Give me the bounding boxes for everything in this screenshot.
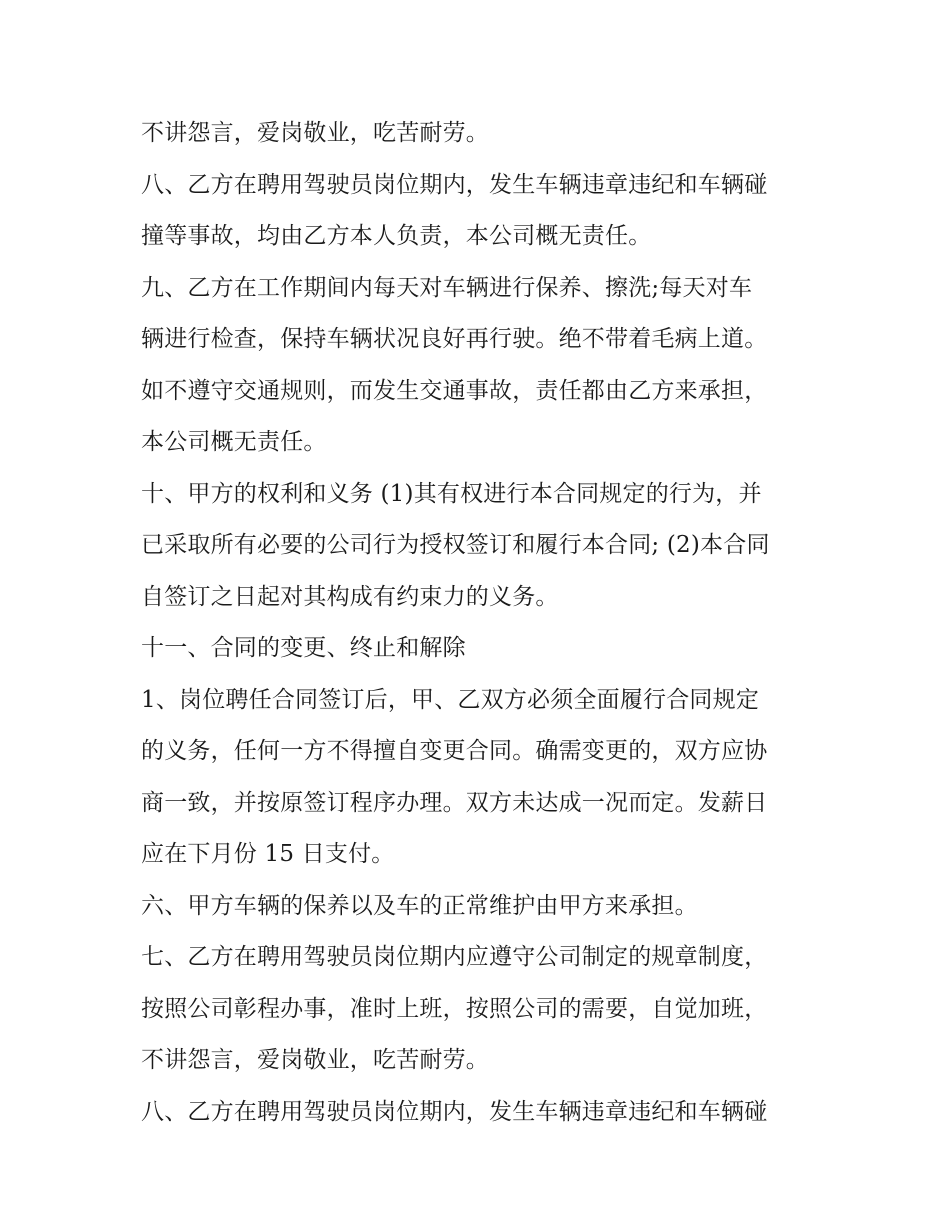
text-line: 如不遵守交通规则，而发生交通事故，责任都由乙方来承担，	[141, 377, 768, 404]
text-line: 十、甲方的权利和义务 (1)其有权进行本合同规定的行为，并	[141, 480, 762, 507]
text-line: 按照公司彰程办事，准时上班，按照公司的需要，自觉加班，	[141, 995, 768, 1022]
text-line: 撞等事故，均由乙方本人负责，本公司概无责任。	[141, 223, 652, 249]
text-line: 已采取所有必要的公司行为授权签订和履行本合同; (2)本合同	[141, 532, 770, 558]
text-line: 七、乙方在聘用驾驶员岗位期内应遵守公司制定的规章制度，	[141, 944, 768, 970]
text-line: 的义务，任何一方不得擅自变更合同。确需变更的，双方应协	[141, 738, 768, 764]
text-line: 自签订之日起对其构成有约束力的义务。	[141, 583, 559, 610]
text-line: 八、乙方在聘用驾驶员岗位期内，发生车辆违章违纪和车辆碰	[141, 171, 768, 198]
text-line: 1、岗位聘任合同签订后，甲、乙双方必须全面履行合同规定	[141, 686, 760, 713]
section-heading: 十一、合同的变更、终止和解除	[141, 635, 466, 661]
text-line: 不讲怨言，爱岗敬业，吃苦耐劳。	[141, 120, 489, 146]
text-line: 辆进行检查，保持车辆状况良好再行驶。绝不带着毛病上道。	[141, 326, 768, 352]
text-line: 应在下月份 15 日支付。	[141, 841, 395, 867]
text-line: 商一致，并按原签订程序办理。双方未达成一况而定。发薪日	[141, 789, 768, 816]
text-line: 不讲怨言，爱岗敬业，吃苦耐劳。	[141, 1047, 489, 1073]
document-body	[141, 108, 821, 1138]
text-line: 八、乙方在聘用驾驶员岗位期内，发生车辆违章违纪和车辆碰	[141, 1098, 768, 1125]
text-line: 六、甲方车辆的保养以及车的正常维护由甲方来承担。	[141, 892, 698, 919]
text-line: 九、乙方在工作期间内每天对车辆进行保养、擦洗;每天对车	[141, 274, 753, 301]
text-line: 本公司概无责任。	[141, 429, 327, 455]
